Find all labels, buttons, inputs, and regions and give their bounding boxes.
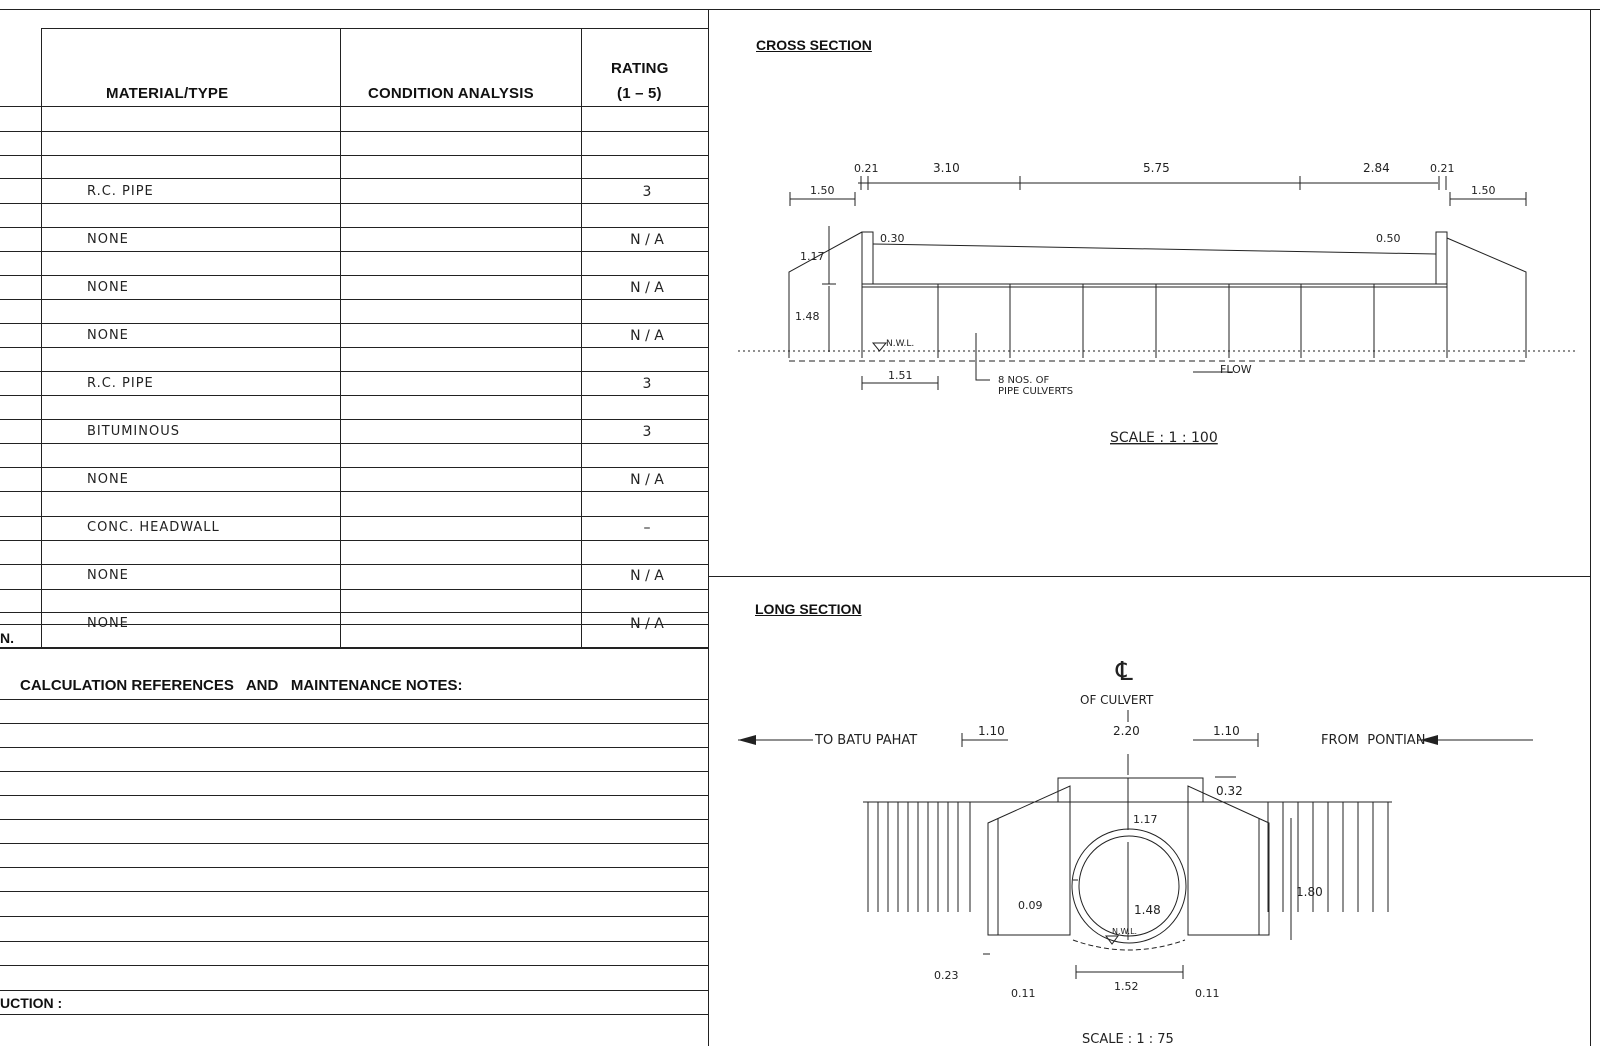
cs-dim-310: 3.10 — [933, 161, 960, 175]
table-rule — [0, 540, 708, 541]
note-rule — [0, 723, 708, 724]
note-rule — [0, 843, 708, 844]
ls-from-pontian: FROM PONTIAN — [1321, 733, 1426, 748]
rating-cell: N / A — [630, 472, 664, 488]
ls-dim-011-right: 0.11 — [1195, 987, 1220, 1000]
cs-flow-label: FLOW — [1220, 363, 1252, 376]
construction-label-fragment: UCTION : — [0, 995, 63, 1011]
rating-cell: 3 — [642, 184, 652, 200]
material-cell: NONE — [87, 616, 129, 631]
table-rule — [0, 564, 708, 565]
table-rule — [0, 155, 708, 156]
note-rule — [0, 795, 708, 796]
cs-dim-021-right: 0.21 — [1430, 162, 1455, 175]
material-cell: NONE — [87, 328, 129, 343]
ls-dim-023: 0.23 — [934, 969, 959, 982]
ls-to-batu-pahat: TO BATU PAHAT — [815, 733, 918, 748]
rating-cell: 3 — [642, 424, 652, 440]
rating-cell: N / A — [630, 616, 664, 632]
ls-dim-011-left: 0.11 — [1011, 987, 1036, 1000]
table-rule — [0, 371, 708, 372]
table-rule — [0, 589, 708, 590]
material-cell: NONE — [87, 472, 129, 487]
table-rule — [0, 467, 708, 468]
rating-cell: N / A — [630, 568, 664, 584]
material-cell: R.C. PIPE — [87, 184, 154, 199]
note-rule — [0, 941, 708, 942]
table-rule — [0, 178, 708, 179]
table-rule — [0, 443, 708, 444]
ls-dim-110-left: 1.10 — [978, 724, 1005, 738]
table-rule — [0, 516, 708, 517]
ls-dim-152: 1.52 — [1114, 980, 1139, 993]
cs-scale-label: SCALE : 1 : 100 — [1110, 430, 1218, 446]
table-rule — [0, 203, 708, 204]
table-rule — [0, 251, 708, 252]
cross-section-title: CROSS SECTION — [756, 37, 872, 53]
note-rule — [0, 771, 708, 772]
note-rule — [0, 990, 708, 991]
rating-cell: – — [643, 520, 651, 536]
rating-cell: 3 — [642, 376, 652, 392]
cs-pipe-note-2: PIPE CULVERTS — [998, 386, 1074, 397]
ls-centerline-label: OF CULVERT — [1080, 693, 1154, 707]
table-rule — [0, 299, 708, 300]
row-label-fragment: N. — [0, 630, 14, 646]
long-section-title: LONG SECTION — [755, 601, 862, 617]
table-rule — [0, 227, 708, 228]
ls-dim-117: 1.17 — [1133, 813, 1158, 826]
material-cell: CONC. HEADWALL — [87, 520, 220, 535]
rating-cell: N / A — [630, 328, 664, 344]
table-rule — [0, 131, 708, 132]
note-rule — [0, 1014, 708, 1015]
ls-dim-180: 1.80 — [1296, 885, 1323, 899]
cs-dim-021-left: 0.21 — [854, 162, 879, 175]
ls-dim-148: 1.48 — [1134, 903, 1161, 917]
material-cell: NONE — [87, 568, 129, 583]
long-section-drawing — [708, 650, 1590, 1046]
cs-dim-050: 0.50 — [1376, 232, 1401, 245]
note-rule — [0, 819, 708, 820]
notes-title: CALCULATION REFERENCES AND MAINTENANCE NOTES: — [20, 677, 463, 694]
table-rule — [0, 395, 708, 396]
material-cell: R.C. PIPE — [87, 376, 154, 391]
ls-scale-label: SCALE : 1 : 75 — [1082, 1032, 1174, 1046]
cs-dim-151: 1.51 — [888, 369, 913, 382]
material-cell: NONE — [87, 232, 129, 247]
table-rule — [0, 323, 708, 324]
rating-cell: N / A — [630, 280, 664, 296]
note-rule — [0, 916, 708, 917]
cross-section-drawing — [708, 150, 1590, 490]
material-cell: BITUMINOUS — [87, 424, 180, 439]
note-rule — [0, 747, 708, 748]
cs-dim-150-right: 1.50 — [1471, 184, 1496, 197]
rating-header: RATING — [611, 60, 669, 77]
material-cell: NONE — [87, 280, 129, 295]
cs-nwl-label: N.W.L. — [886, 339, 915, 349]
cs-dim-150-left: 1.50 — [810, 184, 835, 197]
note-rule — [0, 867, 708, 868]
cs-dim-117: 1.17 — [800, 250, 825, 263]
table-rule — [0, 419, 708, 420]
material-type-header: MATERIAL/TYPE — [106, 85, 229, 102]
cs-dim-148: 1.48 — [795, 310, 820, 323]
table-rule — [0, 275, 708, 276]
rating-cell: N / A — [630, 232, 664, 248]
ls-dim-032: 0.32 — [1216, 784, 1243, 798]
ls-dim-110-right: 1.10 — [1213, 724, 1240, 738]
cs-dim-030: 0.30 — [880, 232, 905, 245]
cs-dim-575: 5.75 — [1143, 161, 1170, 175]
ls-nwl-label: N.W.L. — [1112, 927, 1138, 936]
table-rule — [0, 491, 708, 492]
note-rule — [0, 965, 708, 966]
ls-centerline-symbol: ℄ — [1116, 657, 1133, 687]
cs-pipe-note-1: 8 NOS. OF — [998, 375, 1050, 386]
cs-dim-284: 2.84 — [1363, 161, 1390, 175]
table-rule — [0, 612, 708, 613]
ls-dim-220: 2.20 — [1113, 724, 1140, 738]
table-rule — [0, 347, 708, 348]
ls-dim-009: 0.09 — [1018, 899, 1043, 912]
condition-analysis-header: CONDITION ANALYSIS — [368, 85, 534, 102]
note-rule — [0, 699, 708, 700]
rating-range-header: (1 – 5) — [617, 85, 662, 102]
note-rule — [0, 891, 708, 892]
